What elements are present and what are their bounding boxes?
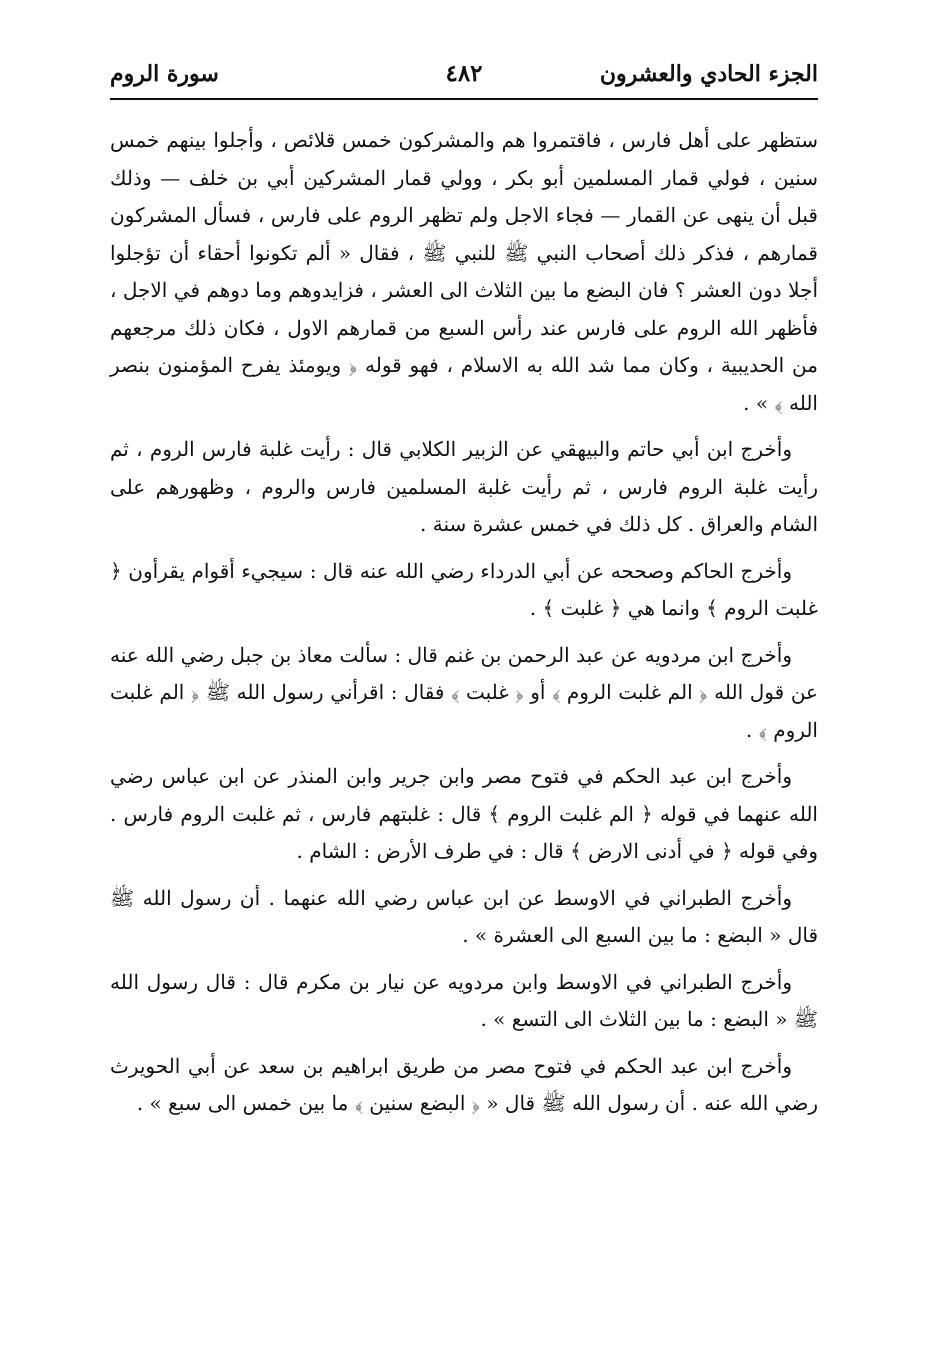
paragraph: وأخرج ابن أبي حاتم والبيهقي عن الزبير الكلابي قال : رأيت غلبة فارس الروم ، ثم رأيت غلبة الروم فارس ، ثم رأيت غلبة المسلمين فارس والروم ، وظهورهم على الشام والعراق . كل ذلك في خمس عشرة سنة . <box>110 437 818 536</box>
running-header <box>110 54 818 94</box>
header-divider <box>110 98 818 100</box>
paragraph: وأخرج الطبراني في الاوسط وابن مردويه عن نيار بن مكرم قال : قال رسول الله ﷺ « البضع : ما بين الثلاث الى التسع » . <box>110 969 818 1031</box>
book-page <box>110 40 818 1320</box>
paragraph: وأخرج ابن مردويه عن عبد الرحمن بن غنم قال : سألت معاذ بن جبل رضي الله عنه عن قول الله ﴿ الم غلبت الروم ﴾ أو ﴿ غلبت ﴾ فقال : اقرأني رسول الله ﷺ ﴿ الم غلبت الروم ﴾ . <box>110 642 818 742</box>
page-body <box>110 122 818 1132</box>
page-number: ٤٨٢ <box>445 60 483 87</box>
part-title: الجزء الحادي والعشرون <box>599 61 818 87</box>
surah-title: سورة الروم <box>110 61 219 87</box>
paragraph: وأخرج الطبراني في الاوسط عن ابن عباس رضي الله عنهما . أن رسول الله ﷺ قال « البضع : ما بين السبع الى العشرة » . <box>110 885 818 947</box>
paragraph-continuation: ستظهر على أهل فارس ، فاقتمروا هم والمشركون خمس قلائص ، وأجلوا بينهم خمس سنين ، فولي قمار المسلمين أبو بكر ، وولي قمار المشركين أبي بن خلف — وذلك قبل أن ينهى عن القمار — فجاء الاجل ولم تظهر الروم على فارس ، فسأل المشركون قمارهم ، فذكر ذلك أصحاب النبي ﷺ للنبي ﷺ ، فقال « ألم تكونوا أحقاء أن تؤجلوا أجلا دون العشر ؟ فان البضع ما بين الثلاث الى العشر ، فزايدوهم وما دوهم في الاجل ، فأظهر الله الروم على فارس عند رأس السبع من قمارهم الاول ، فكان ذلك مرجعهم من الحديبية ، وكان مما شد الله به الاسلام ، فهو قوله ﴿ ويومئذ يفرح المؤمنون بنصر الله ﴾ » . <box>110 128 819 415</box>
paragraph: وأخرج ابن عبد الحكم في فتوح مصر من طريق ابراهيم بن سعد عن أبي الحويرث رضي الله عنه . أن رسول الله ﷺ قال « ﴿ البضع سنين ﴾ ما بين خمس الى سبع » . <box>110 1053 818 1115</box>
paragraph: وأخرج ابن عبد الحكم في فتوح مصر وابن جرير وابن المنذر عن ابن عباس رضي الله عنهما في قوله ﴿ الم غلبت الروم ﴾ قال : غلبتهم فارس ، ثم غلبت الروم فارس . وفي قوله ﴿ في أدنى الارض ﴾ قال : في طرف الأرض : الشام . <box>110 764 818 863</box>
paragraph: وأخرج الحاكم وصححه عن أبي الدرداء رضي الله عنه قال : سيجيء أقوام يقرأون ﴿ غلبت الروم ﴾ وانما هي ﴿ غلبت ﴾ . <box>110 558 818 620</box>
